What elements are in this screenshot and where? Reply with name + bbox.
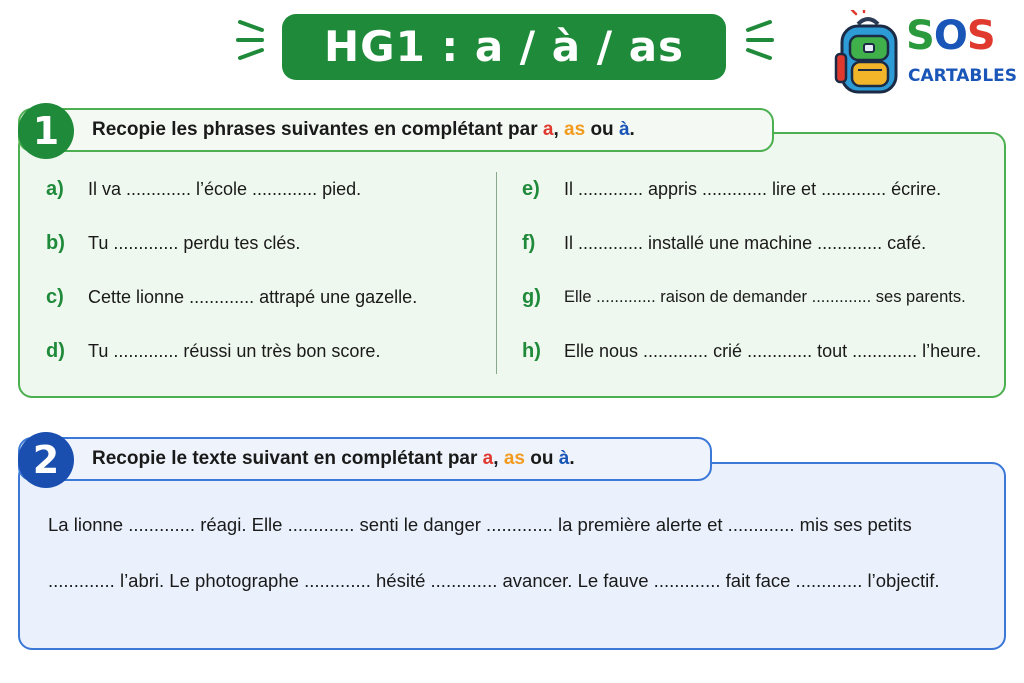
title-banner [282,14,726,80]
column-divider [496,172,497,374]
spark-lines-left-icon [236,18,270,62]
logo-sos-text: SOS [906,13,995,59]
backpack-icon [834,10,904,96]
page-title: HG1 : a / à / as [282,14,726,80]
exercise-2-number-badge: 2 [18,432,74,488]
exercise-2-instruction: Recopie le texte suivant en complétant par a, as ou à. [18,437,712,481]
text-line: ............. l’abri. Le photographe ............. hésité ............. avancer. Le fauve ............. fait face ............. l’objectif. [48,570,940,591]
text-line: La lionne ............. réagi. Elle ............. senti le danger ............. la première alerte et ............. mis ses petits [48,514,912,535]
sos-cartables-logo [834,8,1018,98]
exercise-1-number-badge: 1 [18,103,74,159]
exercise-2-box [18,462,1006,650]
logo-cartables-text: CARTABLES [908,66,1018,86]
exercise-1-instruction: Recopie les phrases suivantes en complétant par a, as ou à. [18,108,774,152]
spark-lines-right-icon [740,18,774,62]
